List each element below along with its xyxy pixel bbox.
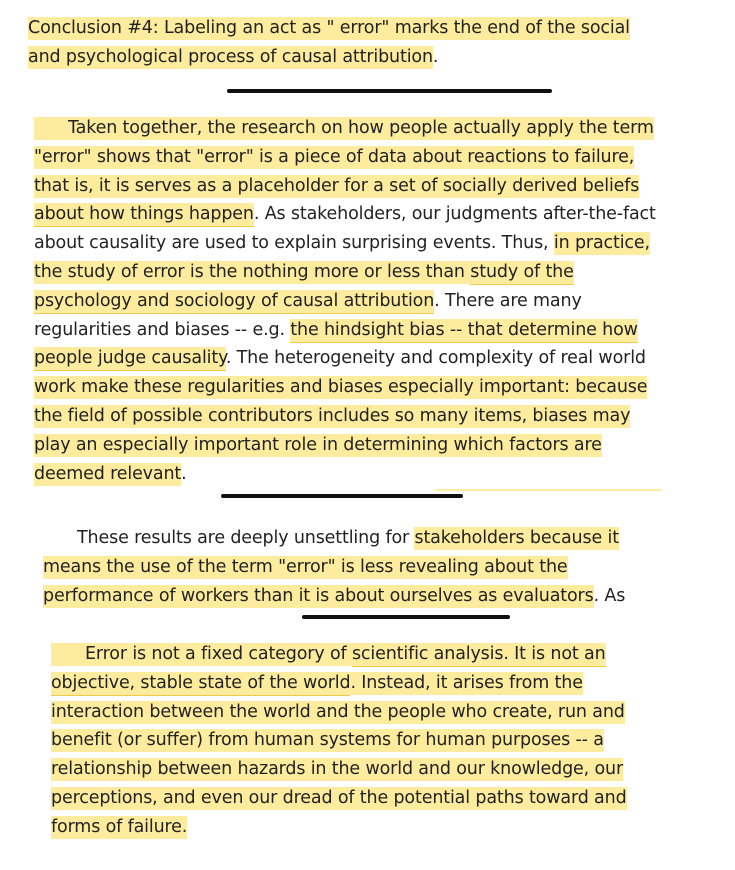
p1-line-6-underline: study of the <box>470 261 573 285</box>
p1-line-9-underline: people judge causality <box>34 347 226 371</box>
heading-line-2: and psychological process of causal attribution <box>28 46 433 67</box>
p1-period: . <box>181 463 187 484</box>
p1-line-6-highlight: the study of error is the nothing more or less than <box>34 261 471 282</box>
p3-line-2-underline: objective, stable state of the world <box>51 672 350 696</box>
p2-line-2-highlight: means the use of the term "error" is less revealing about the <box>43 556 568 577</box>
section-divider-3 <box>302 615 510 619</box>
p3-period: . <box>181 816 188 837</box>
p1-line-2: "error" shows that "error" is a piece of data about reactions to failure, <box>34 146 635 167</box>
p1-line-10: work make these regularities and biases especially important: because <box>34 377 648 398</box>
p1-line-1: Taken together, the research on how people actually apply the term <box>68 118 654 138</box>
section-divider-2 <box>221 494 463 498</box>
p1-line-4-rest: . As stakeholders, our judgments after-the-fact <box>253 204 656 225</box>
heading-period: . <box>432 46 439 67</box>
highlight-fragment <box>436 489 662 491</box>
paragraph-1 <box>34 114 656 488</box>
paragraph-3 <box>51 640 627 842</box>
p2-line-1-highlight: stakeholders because it <box>414 528 619 548</box>
p1-line-9-rest: . The heterogeneity and complexity of real world <box>225 348 646 369</box>
p1-line-8-underline: the hindsight bias -- that determine how <box>290 319 638 343</box>
p2-line-3-highlight: performance of workers than it is about ourselves as evaluators <box>43 585 594 606</box>
p1-line-3: that is, it is serves as a placeholder for a set of socially derived beliefs <box>34 175 640 196</box>
p3-line-5: relationship between hazards in the world and our knowledge, our <box>51 759 624 780</box>
p3-line-1-highlight: Error is not a fixed category of <box>85 644 352 664</box>
p3-line-1-underline: scientific analysis. It is not an <box>352 643 606 667</box>
conclusion-heading <box>28 14 630 72</box>
p1-line-8-pre: regularities and biases -- e.g. <box>34 319 291 340</box>
p3-line-4: benefit (or suffer) from human systems for human purposes -- a <box>51 730 604 751</box>
p3-line-6: perceptions, and even our dread of the potential paths toward and <box>51 787 627 808</box>
p3-line-2-rest: . Instead, it arises from the <box>350 672 583 693</box>
p3-line-3: interaction between the world and the people who create, run and <box>51 701 625 722</box>
p1-line-13: deemed relevant <box>34 463 182 484</box>
p1-line-5-pre: about causality are used to explain surprising events. Thus, <box>34 233 554 254</box>
section-divider-1 <box>227 89 552 93</box>
p1-line-7-underline: psychology and sociology of causal attribution <box>34 290 434 314</box>
p1-line-12: play an especially important role in determining which factors are <box>34 434 602 455</box>
p2-line-1-pre: These results are deeply unsettling for <box>77 528 415 548</box>
heading-line-1: Conclusion #4: Labeling an act as " error" marks the end of the social <box>28 18 630 38</box>
paragraph-2 <box>43 524 625 610</box>
p1-line-7-rest: . There are many <box>434 290 582 311</box>
p1-line-5-highlight: in practice, <box>553 233 650 254</box>
p2-line-3-rest: . As <box>593 585 626 606</box>
p1-line-11: the field of possible contributors includes so many items, biases may <box>34 405 631 426</box>
p1-line-4-highlight: about how things happen <box>34 203 254 227</box>
p3-line-7: forms of failure <box>51 816 182 837</box>
